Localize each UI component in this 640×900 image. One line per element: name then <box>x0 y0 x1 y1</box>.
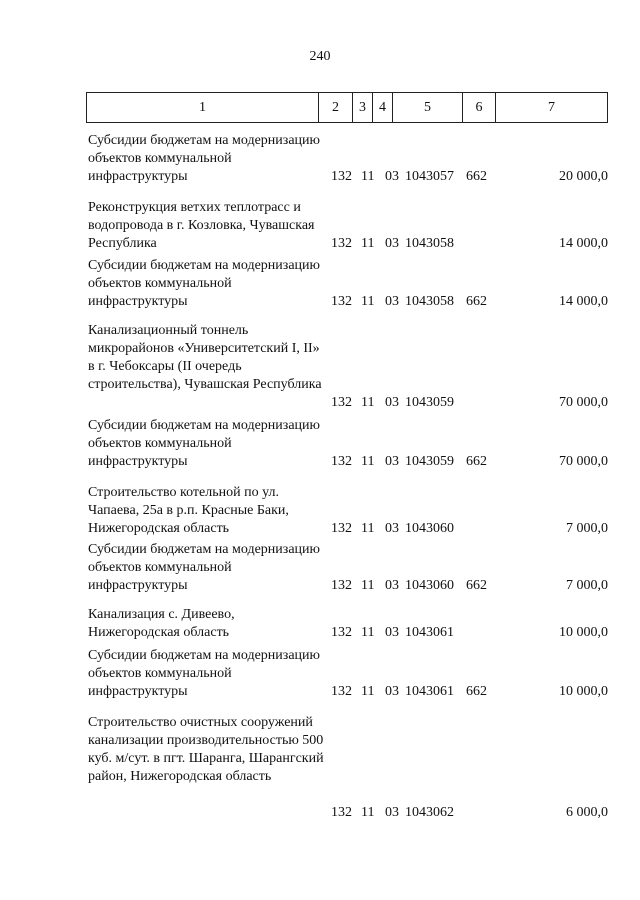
row-col-2: 132 <box>331 625 352 640</box>
page-number: 240 <box>309 49 331 64</box>
row-col-5: 1043058 <box>405 294 454 309</box>
row-col-3: 11 <box>361 169 375 184</box>
row-name: Субсидии бюджетам на модернизацию объектов коммунальной инфраструктуры <box>88 542 320 593</box>
row-col-7: 14 000,0 <box>559 294 608 309</box>
row-name: Строительство котельной по ул. Чапаева, 25а в р.п. Красные Баки, Нижегородская область <box>88 485 289 536</box>
row-col-5: 1043060 <box>405 521 454 536</box>
row-col-3: 11 <box>361 454 375 469</box>
row-col-2: 132 <box>331 169 352 184</box>
row-col-4: 03 <box>385 521 399 536</box>
header-col-4: 4 <box>373 93 393 122</box>
row-col-2: 132 <box>331 521 352 536</box>
row-col-4: 03 <box>385 169 399 184</box>
table-row <box>0 714 640 822</box>
row-col-6: 662 <box>466 578 487 593</box>
row-name: Субсидии бюджетам на модернизацию объектов коммунальной инфраструктуры <box>88 133 320 184</box>
table-row <box>0 541 640 595</box>
row-name: Субсидии бюджетам на модернизацию объектов коммунальной инфраструктуры <box>88 418 320 469</box>
row-col-5: 1043061 <box>405 625 454 640</box>
table-row <box>0 484 640 538</box>
row-col-4: 03 <box>385 625 399 640</box>
row-col-2: 132 <box>331 395 352 410</box>
row-col-3: 11 <box>361 625 375 640</box>
row-col-5: 1043061 <box>405 684 454 699</box>
row-col-4: 03 <box>385 805 399 820</box>
row-col-7: 6 000,0 <box>566 805 608 820</box>
table-row <box>0 322 640 412</box>
header-col-3: 3 <box>353 93 373 122</box>
row-col-3: 11 <box>361 395 375 410</box>
row-col-7: 10 000,0 <box>559 625 608 640</box>
row-col-4: 03 <box>385 578 399 593</box>
row-col-2: 132 <box>331 805 352 820</box>
row-col-6: 662 <box>466 169 487 184</box>
header-col-5: 5 <box>393 93 463 122</box>
row-col-7: 7 000,0 <box>566 521 608 536</box>
row-col-2: 132 <box>331 684 352 699</box>
row-col-6: 662 <box>466 454 487 469</box>
table-row <box>0 132 640 186</box>
table-header <box>86 92 608 123</box>
row-col-3: 11 <box>361 684 375 699</box>
row-col-5: 1043058 <box>405 236 454 251</box>
row-col-7: 20 000,0 <box>559 169 608 184</box>
row-col-6: 662 <box>466 684 487 699</box>
row-col-3: 11 <box>361 805 375 820</box>
row-col-7: 70 000,0 <box>559 395 608 410</box>
header-col-1: 1 <box>87 93 319 122</box>
row-col-4: 03 <box>385 294 399 309</box>
row-col-7: 7 000,0 <box>566 578 608 593</box>
row-col-5: 1043062 <box>405 805 454 820</box>
row-name: Канализационный тоннель микрорайонов «Университетский I, II» в г. Чебоксары (II очередь строительства), Чувашская Республика <box>88 323 322 392</box>
row-col-4: 03 <box>385 395 399 410</box>
row-col-3: 11 <box>361 521 375 536</box>
row-col-3: 11 <box>361 578 375 593</box>
row-name: Канализация с. Дивеево, Нижегородская область <box>88 607 235 640</box>
table-row <box>0 606 640 642</box>
row-col-7: 70 000,0 <box>559 454 608 469</box>
row-name: Субсидии бюджетам на модернизацию объектов коммунальной инфраструктуры <box>88 258 320 309</box>
row-col-7: 10 000,0 <box>559 684 608 699</box>
row-col-2: 132 <box>331 236 352 251</box>
row-col-3: 11 <box>361 294 375 309</box>
row-name: Строительство очистных сооружений канализации производительностью 500 куб. м/сут. в пгт. Шаранга, Шарангский район, Нижегородская область <box>88 715 324 784</box>
row-col-4: 03 <box>385 236 399 251</box>
row-name: Реконструкция ветхих теплотрасс и водопровода в г. Козловка, Чувашская Республика <box>88 200 315 251</box>
row-col-5: 1043057 <box>405 169 454 184</box>
table-row <box>0 199 640 253</box>
header-col-7: 7 <box>548 100 555 115</box>
row-col-4: 03 <box>385 454 399 469</box>
row-col-7: 14 000,0 <box>559 236 608 251</box>
header-col-6: 6 <box>463 93 496 122</box>
table-row <box>0 417 640 471</box>
row-col-2: 132 <box>331 578 352 593</box>
row-col-3: 11 <box>361 236 375 251</box>
row-col-5: 1043059 <box>405 395 454 410</box>
row-name: Субсидии бюджетам на модернизацию объектов коммунальной инфраструктуры <box>88 648 320 699</box>
row-col-2: 132 <box>331 454 352 469</box>
table-row <box>0 257 640 311</box>
row-col-5: 1043060 <box>405 578 454 593</box>
row-col-6: 662 <box>466 294 487 309</box>
row-col-5: 1043059 <box>405 454 454 469</box>
header-col-2: 2 <box>319 93 353 122</box>
table-row <box>0 647 640 701</box>
row-col-2: 132 <box>331 294 352 309</box>
row-col-4: 03 <box>385 684 399 699</box>
